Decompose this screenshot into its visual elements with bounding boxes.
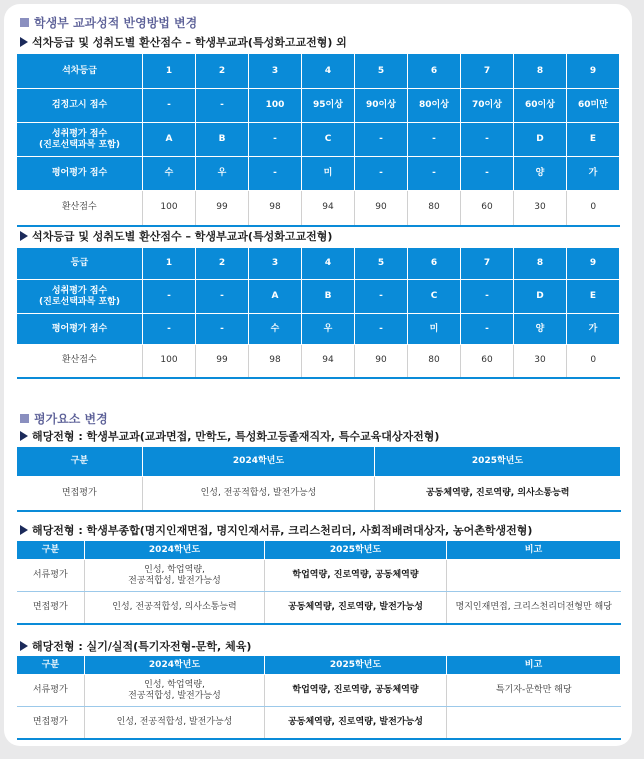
- grade-cell: 8: [514, 248, 567, 280]
- column-header: 비고: [447, 541, 621, 560]
- table1-heading: [20, 34, 347, 50]
- grade-cell: 5: [355, 54, 408, 89]
- table-cell: 인성, 전공적합성, 발전가능성: [85, 707, 265, 739]
- row-label: 평어평가 점수: [17, 157, 143, 191]
- row-label: 석차등급: [17, 54, 143, 89]
- column-header: 2025학년도: [265, 541, 447, 560]
- score-cell: 60: [461, 345, 514, 378]
- table-cell: 학업역량, 진로역량, 공동체역량: [265, 675, 447, 707]
- triangle-bullet-icon: [20, 37, 28, 47]
- row-label: 등급: [17, 248, 143, 280]
- grade-row: [17, 248, 620, 280]
- grade-cell: B: [302, 280, 355, 314]
- grade-cell: 3: [249, 54, 302, 89]
- square-bullet-icon: [20, 414, 29, 423]
- square-bullet-icon: [20, 18, 29, 27]
- evaluation-table-practical: [16, 655, 621, 740]
- grade-cell: 9: [567, 248, 620, 280]
- grade-cell: 미: [408, 314, 461, 345]
- table-cell: 면접평가: [17, 592, 85, 624]
- grade-cell: 미: [302, 157, 355, 191]
- score-cell: 98: [249, 191, 302, 226]
- grade-cell: -: [355, 157, 408, 191]
- score-cell: 80: [408, 191, 461, 226]
- grade-row: [17, 89, 620, 123]
- score-label: 환산점수: [17, 345, 143, 378]
- grade-cell: -: [461, 123, 514, 157]
- table-cell: 명지인재면접, 크리스천리더전형만 해당: [447, 592, 621, 624]
- grade-cell: E: [567, 280, 620, 314]
- score-cell: 80: [408, 345, 461, 378]
- table-row: [17, 707, 621, 739]
- grade-cell: 4: [302, 248, 355, 280]
- grade-cell: -: [461, 280, 514, 314]
- score-cell: 30: [514, 191, 567, 226]
- grade-cell: 우: [302, 314, 355, 345]
- triangle-bullet-icon: [20, 231, 28, 241]
- table-cell: 인성, 학업역량, 전공적합성, 발전가능성: [85, 675, 265, 707]
- column-header: 구분: [17, 541, 85, 560]
- score-label: 환산점수: [17, 191, 143, 226]
- evaluation-table-comprehensive: [16, 540, 621, 625]
- table2-heading: [20, 228, 332, 244]
- grade-row: [17, 123, 620, 157]
- grade-row: [17, 54, 620, 89]
- grade-cell: -: [461, 314, 514, 345]
- content-card: [4, 4, 632, 746]
- grade-cell: -: [143, 280, 196, 314]
- grade-cell: D: [514, 123, 567, 157]
- table-cell: 공동체역량, 진로역량, 발전가능성: [265, 707, 447, 739]
- grade-cell: 90이상: [355, 89, 408, 123]
- table-cell: 서류평가: [17, 560, 85, 592]
- grade-cell: 1: [143, 248, 196, 280]
- score-cell: 100: [143, 345, 196, 378]
- column-header: 2024학년도: [85, 541, 265, 560]
- table1-heading-text: 석차등급 및 성취도별 환산점수 – 학생부교과(특성화고교전형) 외: [32, 36, 347, 49]
- grade-cell: 2: [196, 54, 249, 89]
- grade-cell: 80이상: [408, 89, 461, 123]
- table-cell: 공동체역량, 진로역량, 발전가능성: [265, 592, 447, 624]
- table4-heading: [20, 522, 532, 538]
- score-cell: 99: [196, 345, 249, 378]
- grade-cell: 60이상: [514, 89, 567, 123]
- grade-cell: 양: [514, 157, 567, 191]
- evaluation-table-subject: [16, 446, 621, 512]
- table-cell: 인성, 전공적합성, 의사소통능력: [85, 592, 265, 624]
- table-cell: 인성, 전공적합성, 발전가능성: [143, 477, 375, 511]
- triangle-bullet-icon: [20, 641, 28, 651]
- row-label: 검정고시 점수: [17, 89, 143, 123]
- table2-heading-text: 석차등급 및 성취도별 환산점수 – 학생부교과(특성화고교전형): [32, 230, 333, 243]
- table-cell: 특기자-문학만 해당: [447, 675, 621, 707]
- section-title-text: 평가요소 변경: [34, 411, 108, 426]
- grade-cell: 3: [249, 248, 302, 280]
- row-label: 성취평가 점수 (진로선택과목 포함): [17, 280, 143, 314]
- table5-heading-text: 해당전형 : 실기/실적(특기자전형-문학, 체육): [32, 640, 252, 653]
- column-header: 2024학년도: [85, 656, 265, 675]
- row-label: 성취평가 점수 (진로선택과목 포함): [17, 123, 143, 157]
- grade-cell: -: [196, 89, 249, 123]
- grade-cell: 9: [567, 54, 620, 89]
- grade-cell: -: [249, 157, 302, 191]
- grade-cell: 60미만: [567, 89, 620, 123]
- grade-cell: 우: [196, 157, 249, 191]
- grade-cell: 1: [143, 54, 196, 89]
- grade-cell: 5: [355, 248, 408, 280]
- grade-cell: 7: [461, 54, 514, 89]
- table-row: [17, 560, 621, 592]
- grade-cell: B: [196, 123, 249, 157]
- table-row: [17, 592, 621, 624]
- grade-cell: 2: [196, 248, 249, 280]
- grade-cell: -: [355, 123, 408, 157]
- score-cell: 90: [355, 191, 408, 226]
- grade-cell: -: [249, 123, 302, 157]
- score-cell: 94: [302, 345, 355, 378]
- grade-cell: C: [408, 280, 461, 314]
- grade-cell: 가: [567, 157, 620, 191]
- table-cell: 면접평가: [17, 477, 143, 511]
- grade-row: [17, 157, 620, 191]
- grade-cell: 가: [567, 314, 620, 345]
- row-label: 평어평가 점수: [17, 314, 143, 345]
- grade-cell: 95이상: [302, 89, 355, 123]
- grade-cell: -: [143, 89, 196, 123]
- table-cell: 학업역량, 진로역량, 공동체역량: [265, 560, 447, 592]
- section-title-text: 학생부 교과성적 반영방법 변경: [34, 15, 198, 30]
- grade-cell: 100: [249, 89, 302, 123]
- grade-cell: 8: [514, 54, 567, 89]
- grade-cell: -: [143, 314, 196, 345]
- grade-cell: -: [461, 157, 514, 191]
- header-row: [17, 447, 621, 477]
- score-cell: 90: [355, 345, 408, 378]
- score-cell: 30: [514, 345, 567, 378]
- grade-cell: A: [143, 123, 196, 157]
- column-header: 2025학년도: [375, 447, 621, 477]
- grade-cell: 6: [408, 54, 461, 89]
- table-cell: 공동체역량, 진로역량, 의사소통능력: [375, 477, 621, 511]
- score-cell: 94: [302, 191, 355, 226]
- table-row: [17, 477, 621, 511]
- score-cell: 60: [461, 191, 514, 226]
- table3-heading: [20, 428, 439, 444]
- table-cell: 서류평가: [17, 675, 85, 707]
- grade-cell: 6: [408, 248, 461, 280]
- table-cell: 인성, 학업역량, 전공적합성, 발전가능성: [85, 560, 265, 592]
- grade-cell: 양: [514, 314, 567, 345]
- section-title-evaluation: [20, 410, 108, 426]
- column-header: 구분: [17, 447, 143, 477]
- score-cell: 0: [567, 345, 620, 378]
- grade-cell: -: [355, 280, 408, 314]
- table-cell: 면접평가: [17, 707, 85, 739]
- table-cell: [447, 560, 621, 592]
- grade-cell: -: [355, 314, 408, 345]
- score-cell: 0: [567, 191, 620, 226]
- header-row: [17, 541, 621, 560]
- score-cell: 99: [196, 191, 249, 226]
- grade-cell: C: [302, 123, 355, 157]
- grade-cell: -: [196, 314, 249, 345]
- triangle-bullet-icon: [20, 525, 28, 535]
- score-row: [17, 345, 620, 378]
- grade-row: [17, 280, 620, 314]
- column-header: 비고: [447, 656, 621, 675]
- grade-cell: -: [408, 157, 461, 191]
- grade-cell: E: [567, 123, 620, 157]
- grade-cell: 수: [143, 157, 196, 191]
- table-cell: [447, 707, 621, 739]
- section-title-grades: [20, 14, 197, 30]
- header-row: [17, 656, 621, 675]
- grade-cell: 수: [249, 314, 302, 345]
- table-row: [17, 675, 621, 707]
- table5-heading: [20, 638, 251, 654]
- table3-heading-text: 해당전형 : 학생부교과(교과면접, 만학도, 특성화고등졸재직자, 특수교육대상자전형): [32, 430, 440, 443]
- grade-cell: 4: [302, 54, 355, 89]
- grade-cell: 70이상: [461, 89, 514, 123]
- column-header: 2024학년도: [143, 447, 375, 477]
- grade-conversion-table-general: [16, 53, 620, 227]
- table4-heading-text: 해당전형 : 학생부종합(명지인재면접, 명지인재서류, 크리스천리더, 사회적배려대상자, 농어촌학생전형): [32, 524, 533, 537]
- grade-cell: -: [408, 123, 461, 157]
- grade-row: [17, 314, 620, 345]
- score-cell: 98: [249, 345, 302, 378]
- grade-cell: 7: [461, 248, 514, 280]
- column-header: 2025학년도: [265, 656, 447, 675]
- score-row: [17, 191, 620, 226]
- score-cell: 100: [143, 191, 196, 226]
- grade-conversion-table-vocational: [16, 247, 620, 379]
- grade-cell: -: [196, 280, 249, 314]
- column-header: 구분: [17, 656, 85, 675]
- grade-cell: D: [514, 280, 567, 314]
- grade-cell: A: [249, 280, 302, 314]
- triangle-bullet-icon: [20, 431, 28, 441]
